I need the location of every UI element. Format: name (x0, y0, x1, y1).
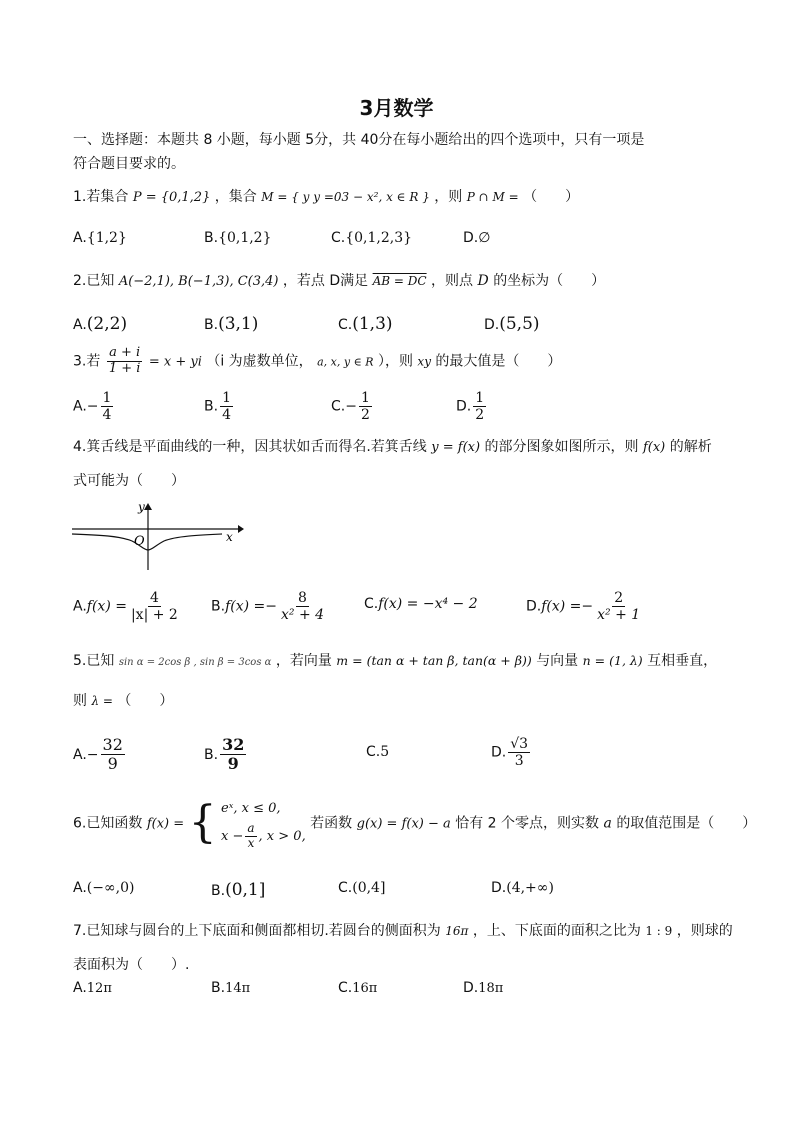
q1-option-c: C.{0,1,2,3} (331, 230, 413, 246)
q7-option-d: D.18π (463, 980, 504, 996)
q3-lead: 3.若 (73, 353, 101, 370)
question-1 (73, 186, 579, 206)
q6-option-a: A.(−∞,0) (73, 880, 135, 896)
page-title: 3月数学 (359, 96, 434, 120)
q1-lead: 1.若集合 (73, 189, 129, 205)
q6-option-c: C.(0,4] (338, 880, 386, 896)
x-label: x (226, 530, 233, 544)
q7-ratio: 1 : 9 (645, 924, 673, 938)
q2-mid: ，若点 D满足 (282, 273, 369, 289)
q3-option-c: C.− $\frac{1}{2}$ (331, 390, 370, 424)
q1-then: ，则 (434, 189, 463, 205)
q3-fraction (107, 346, 143, 377)
q7-area: 16π (445, 924, 469, 938)
q2-option-d: D.(5,5) (484, 314, 540, 334)
q3-condition: a, x, y ∈ R (317, 355, 374, 369)
origin-label: O (134, 534, 145, 549)
question-5-line-2: 则 λ = （ ） (73, 693, 174, 709)
q2-lead: 2.已知 (73, 273, 115, 289)
q2-option-a: A.(2,2) (73, 314, 128, 334)
q5-option-a: A.− $\frac{32}{9}$ (73, 735, 123, 774)
q3-then: ），则 (377, 353, 413, 370)
q3-option-b: B. $\frac{1}{4}$ (204, 390, 231, 424)
q1-set-p: P = {0,1,2} (132, 190, 211, 205)
q7-option-c: C.16π (338, 980, 378, 996)
question-4-line-1: 4.箕舌线是平面曲线的一种，因其状如舌而得名.若箕舌线 y = f(x) 的部分图象如图所示，则 f(x) 的解析 (73, 439, 712, 455)
y-axis-arrow (144, 503, 152, 510)
q6-option-b: B.(0,1] (211, 880, 266, 900)
q6-case-2: x − $\frac{a}{x}$ , x > 0, (221, 821, 306, 850)
section-header (73, 128, 713, 176)
q5-condition: sin α = 2cos β , sin β = 3cos α (118, 657, 272, 668)
q1-mid: ，集合 (214, 189, 257, 205)
q1-expr: P ∩ M = (466, 190, 519, 204)
q5-option-d: D. $\frac{√3}{3}$ (491, 736, 529, 770)
q6-a: a (603, 815, 612, 832)
question-2 (73, 270, 605, 290)
q2-vector: AB = DC (372, 274, 427, 288)
q4-option-d: D.f(x) =− $\frac{2}{\text{x² + 1}}$ (526, 590, 641, 624)
q2-then: ，则点 (431, 273, 474, 289)
q3-frac-den: 1 + i (108, 360, 141, 376)
q1-paren: （ ） (523, 189, 580, 205)
q4-fx: f(x) (642, 440, 666, 455)
q2-option-b: B.(3,1) (204, 314, 259, 334)
question-4-line-2: 式可能为（ ） (73, 473, 185, 489)
q5-vector-n: n = (1, λ) (582, 653, 643, 668)
section-line-1: 一、选择题：本题共 8 小题，每小题 5分，共 40分在每小题给出的四个选项中，只有一项是 (73, 132, 645, 148)
q1-option-d: D.∅ (463, 230, 491, 246)
q5-lambda: λ = (91, 694, 113, 708)
q2-points: A(−2,1), B(−1,3), C(3,4) (118, 274, 279, 289)
witch-curve (72, 534, 222, 550)
q6-option-d: D.(4,+∞) (491, 880, 554, 896)
question-7: 7.已知球与圆台的上下底面和侧面都相切.若圆台的侧面积为 16π ，上、下底面的面积之比为 1 : 9 ，则球的 (73, 923, 733, 939)
question-6: 6.已知函数 f(x) = { eˣ, x ≤ 0, x − $\frac{a}{x}$ , x > 0, 若函数 g(x) = f(x) − a 恰有 2 个零点，则实数 a 的取值范围是（ ） (73, 797, 757, 850)
q6-gx: g(x) = f(x) − a (356, 816, 451, 832)
q4-option-b: B.f(x) =− $\frac{8}{\text{x² + 4}}$ (211, 590, 325, 624)
q2-tail: 的坐标为（ ） (493, 273, 606, 289)
q3-rhs: = x + yi (148, 354, 202, 370)
q1-option-a: A.{1,2} (73, 230, 127, 246)
q3-option-a: A.− $\frac{1}{4}$ (73, 390, 112, 424)
q3-option-d: D. $\frac{1}{2}$ (456, 390, 485, 424)
q7-option-a: A.12π (73, 980, 112, 996)
q4-func: y = f(x) (431, 440, 481, 455)
q5-vector-m: m = (tan α + tan β, tan(α + β)) (336, 653, 532, 668)
y-label: y (138, 500, 145, 514)
q6-cases (221, 796, 306, 851)
q1-option-b: B.{0,1,2} (204, 230, 272, 246)
question-7-line-2: 表面积为（ ）. (73, 957, 190, 973)
q7-option-b: B.14π (211, 980, 251, 996)
q5-option-c: C.5 (366, 744, 390, 760)
q4-option-a: A.f(x) = $\frac{4}{|x| + 2}$ (73, 590, 178, 624)
q3-frac-num: a + i (109, 345, 141, 360)
q2-point-d: D (477, 273, 489, 289)
q6-case-1: eˣ, x ≤ 0, (221, 801, 281, 816)
q3-tail: 的最大值是（ ） (435, 353, 562, 370)
q3-note: （i 为虚数单位， (206, 353, 313, 370)
q4-graph (70, 500, 245, 575)
q1-set-m: M = { y y =03 − x², x ∈ R } (261, 190, 430, 204)
question-5: 5.已知 sin α = 2cos β , sin β = 3cos α ，若向量 m = (tan α + tan β, tan(α + β)) 与向量 n = (1, λ) 互相垂直， (73, 653, 718, 669)
q3-xy: xy (417, 354, 431, 369)
q6-fx: f(x) = (146, 816, 185, 832)
q4-option-c: C.f(x) = −x⁴ − 2 (364, 596, 478, 612)
section-line-2: 符合题目要求的。 (73, 156, 185, 172)
q2-option-c: C.(1,3) (338, 314, 393, 334)
question-3 (73, 346, 561, 377)
x-axis-arrow (238, 525, 244, 533)
q6-brace: { (188, 797, 217, 849)
q5-option-b: B. $\frac{32}{9}$ (204, 735, 245, 774)
